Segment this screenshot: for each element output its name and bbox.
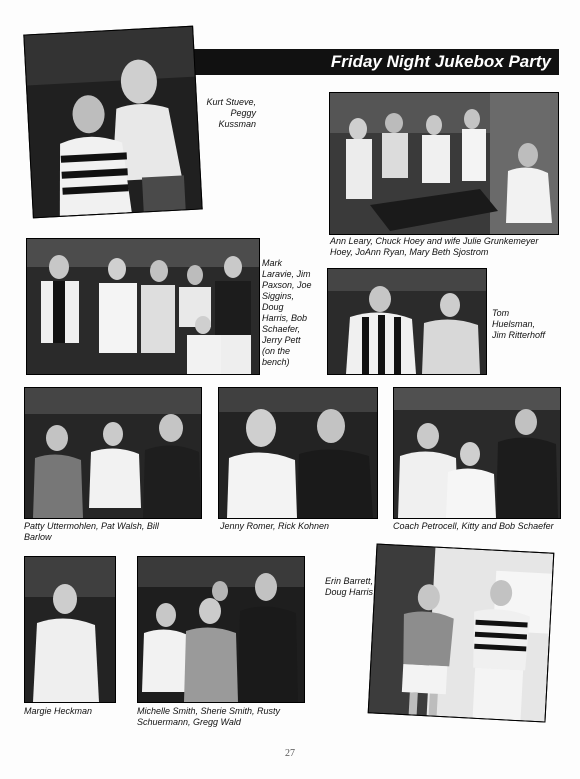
caption-tom-jim: Tom Huelsman, Jim Ritterhoff <box>492 308 546 340</box>
photo-ann-leary-group-image <box>330 93 558 234</box>
page-number: 27 <box>285 748 295 759</box>
caption-jenny-rick: Jenny Romer, Rick Kohnen <box>220 521 330 531</box>
photo-margie <box>24 556 116 703</box>
caption-mark-laravie-group: Mark Laravie, Jim Paxson, Joe Siggins, Doug Harris, Bob Schaefer, Jerry Pett (on the bench) <box>262 258 312 367</box>
photo-mark-laravie-group <box>26 238 260 375</box>
photo-michelle-group-image <box>138 557 304 702</box>
caption-margie: Margie Heckman <box>24 706 93 716</box>
photo-jenny-rick-image <box>219 388 377 518</box>
caption-michelle-group: Michelle Smith, Sherie Smith, Rusty Schuermann, Gregg Wald <box>137 706 281 727</box>
photo-ann-leary-group <box>329 92 559 235</box>
caption-kurt-peggy: Kurt Stueve, Peggy Kussman <box>206 97 256 129</box>
photo-mark-laravie-group-image <box>27 239 259 374</box>
photo-patty-pat-bill <box>24 387 202 519</box>
page-title: Friday Night Jukebox Party <box>178 49 559 75</box>
photo-tom-jim-image <box>328 269 486 374</box>
photo-michelle-group <box>137 556 305 703</box>
photo-erin-doug <box>368 543 555 722</box>
caption-coach-kitty-bob: Coach Petrocell, Kitty and Bob Schaefer <box>393 521 554 531</box>
photo-kurt-peggy-image <box>24 27 201 218</box>
photo-coach-kitty-bob <box>393 387 561 519</box>
caption-erin-doug: Erin Barrett, Doug Harris <box>325 576 374 597</box>
photo-margie-image <box>25 557 115 702</box>
caption-ann-leary-group: Ann Leary, Chuck Hoey and wife Julie Grunkemeyer Hoey, JoAnn Ryan, Mary Beth Sjostrom <box>330 236 539 257</box>
photo-tom-jim <box>327 268 487 375</box>
caption-patty-pat-bill: Patty Uttermohlen, Pat Walsh, Bill Barlow <box>24 521 159 542</box>
photo-jenny-rick <box>218 387 378 519</box>
photo-kurt-peggy <box>23 26 202 219</box>
photo-erin-doug-image <box>369 545 554 722</box>
photo-coach-kitty-bob-image <box>394 388 560 518</box>
photo-patty-pat-bill-image <box>25 388 201 518</box>
